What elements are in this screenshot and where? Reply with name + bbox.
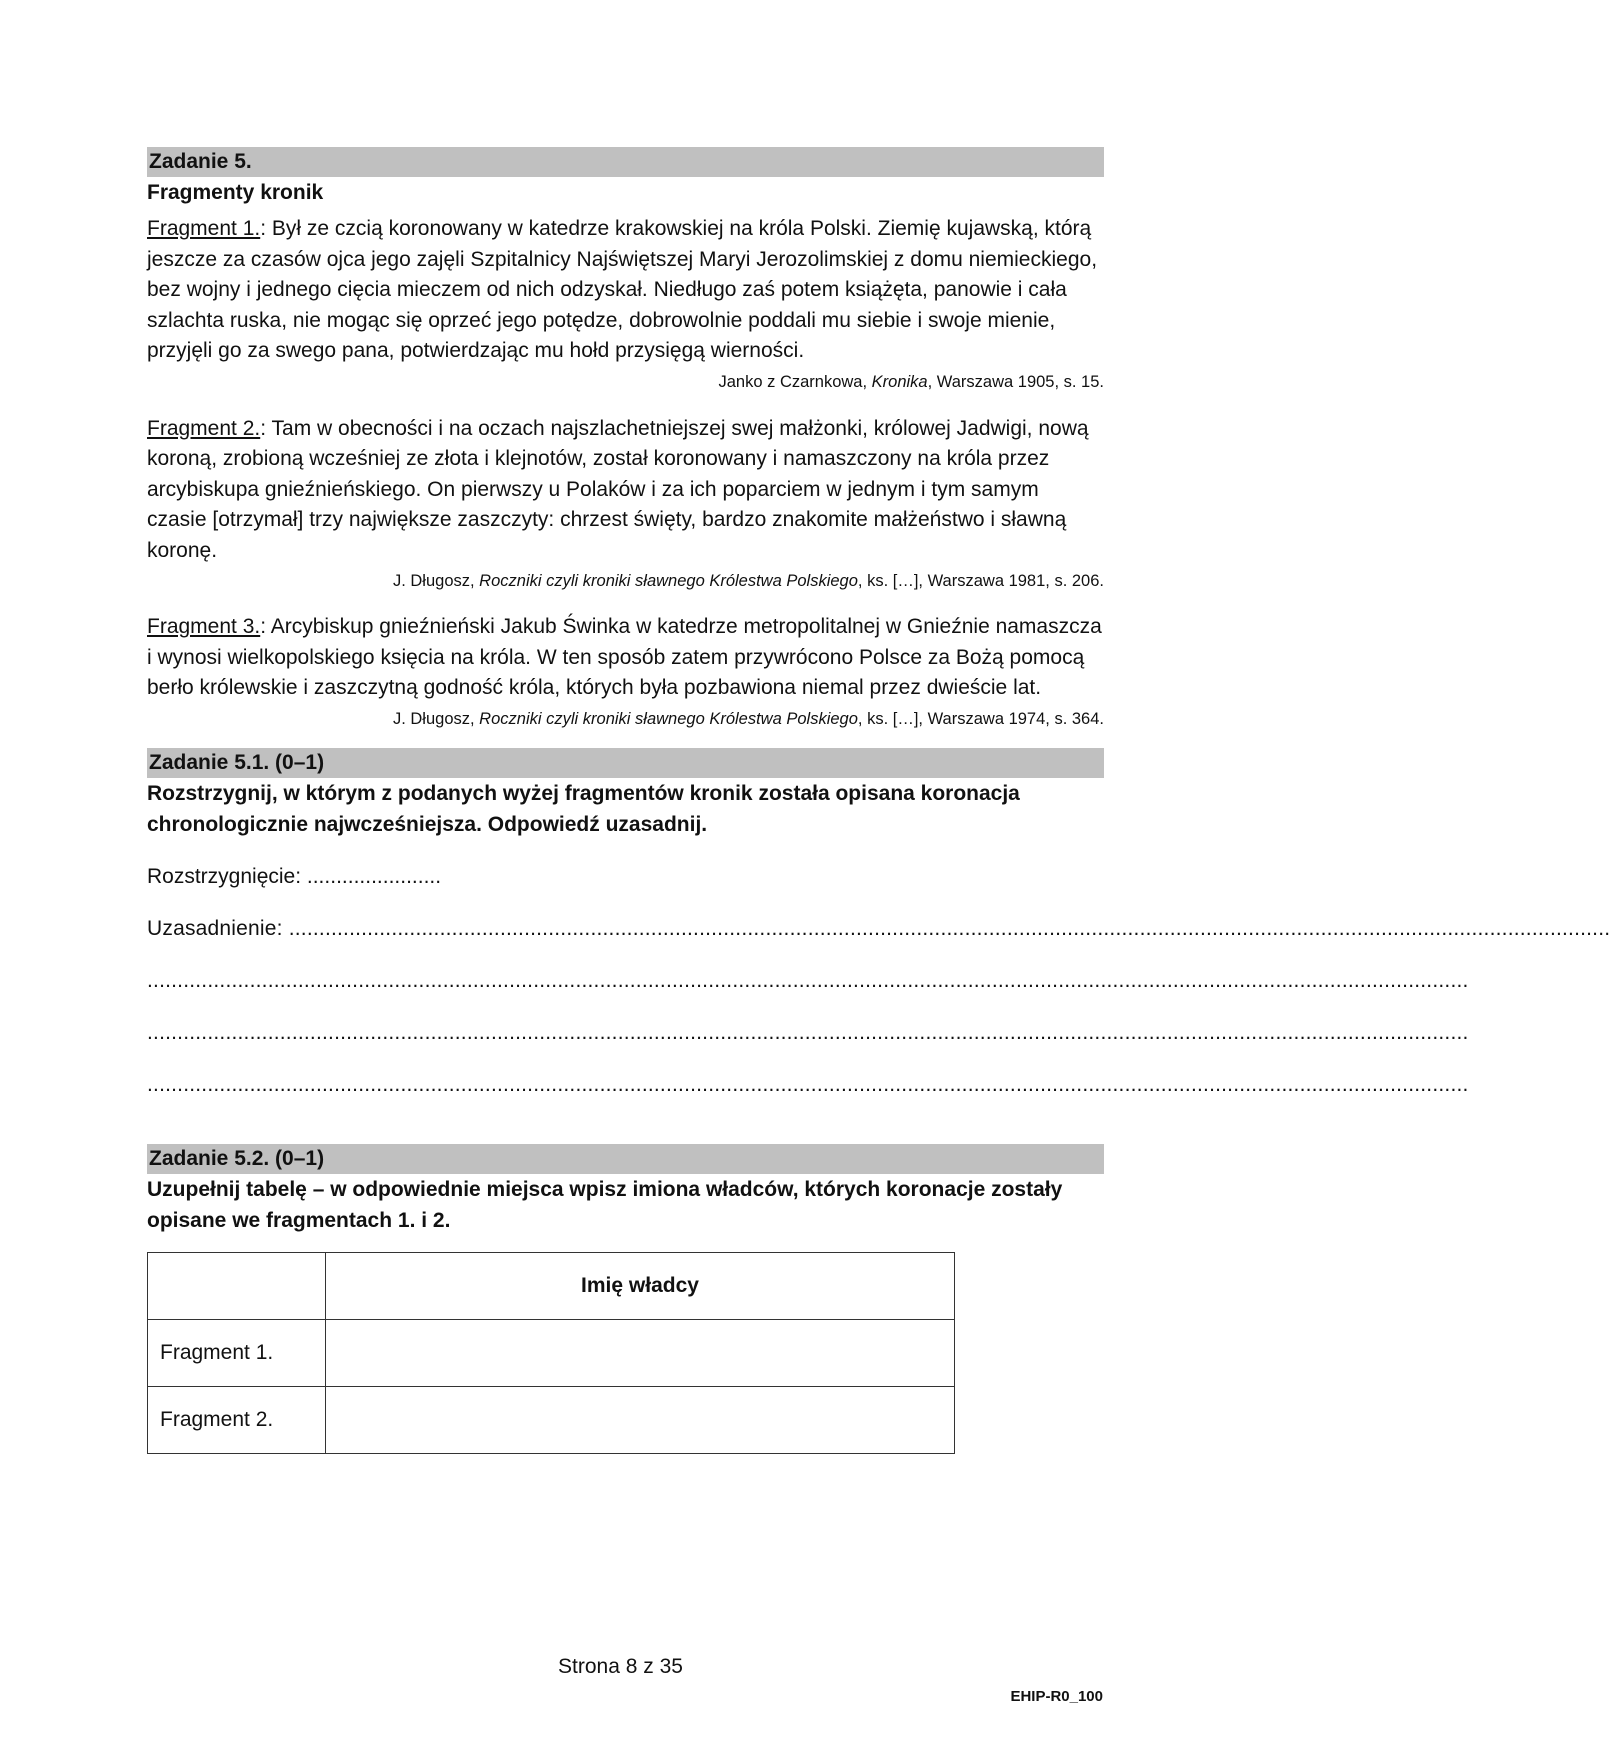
task-5-2-instruction: Uzupełnij tabelę – w odpowiednie miejsca wpisz imiona władców, których koronacje zostały opisane we fragmentach 1. i 2. [147,1177,1063,1232]
fragment-3 [147,612,1104,730]
decision-line[interactable]: Rozstrzygnięcie: ....................... [147,864,442,888]
task-title: Fragmenty kronik [147,181,324,204]
answer-cell-fragment-1[interactable] [326,1319,955,1386]
fragment-3-text: : Arcybiskup gnieźnieński Jakub Świnka w katedrze metropolitalnej w Gnieźnie namaszcza i wynosi wielkopolskiego księcia na króla. W ten sposób zatem przywrócono Polsce za Bożą pomocą berło królewskie i zaszczytną godność króla, których była pozbawiona niemal przez dwieście lat. [147,615,1102,699]
justification-line-1[interactable]: Uzasadnienie: ........................................................................................................................................................................................................................... [147,916,1610,940]
fragment-2 [147,414,1104,593]
rulers-table [147,1252,955,1454]
exam-code: EHIP-R0_100 [1010,1688,1103,1705]
task-header: Zadanie 5. [147,147,1104,177]
task-5-1-instruction: Rozstrzygnij, w którym z podanych wyżej fragmentów kronik została opisana koronacja chronologicznie najwcześniejsza. Odpowiedź uzasadnij. [147,781,1020,836]
fragment-1-label: Fragment 1. [147,217,261,240]
table-column-header: Imię władcy [326,1252,955,1319]
table-corner-cell [148,1252,326,1319]
fragment-3-source: J. Długosz, Roczniki czyli kroniki sławnego Królestwa Polskiego, ks. […], Warszawa 1974, s. 364. [392,709,1104,728]
fragment-2-text: : Tam w obecności i na oczach najszlachetniejszej swej małżonki, królowej Jadwigi, nową koroną, zrobioną wcześniej ze złota i klejnotów, został koronowany i namaszczony na króla przez arcybiskupa gnieźnieńskiego. On pierwszy u Polaków i za ich poparciem w jednym i tym samym czasie [otrzymał] trzy największe zaszczyty: chrzest święty, bardzo znakomite małżeństwo i sławną koronę. [147,416,1089,562]
table-row [148,1319,955,1386]
table-header-row [148,1252,955,1319]
task-5-1-header: Zadanie 5.1. (0–1) [147,748,1104,778]
table-row-label: Fragment 1. [148,1319,326,1386]
justification-line-3[interactable]: ........................................................................................................................................................................................................................... [147,1020,1469,1044]
page-number: Strona 8 z 35 [558,1655,683,1678]
justification-line-4[interactable]: ........................................................................................................................................................................................................................... [147,1072,1469,1096]
fragment-2-source: J. Długosz, Roczniki czyli kroniki sławnego Królestwa Polskiego, ks. […], Warszawa 1981, s. 206. [392,572,1104,590]
fragment-2-label: Fragment 2. [147,416,261,440]
exam-page [147,147,1610,1454]
fragment-3-label: Fragment 3. [147,615,261,638]
fragment-1-text: : Był ze czcią koronowany w katedrze krakowskiej na króla Polski. Ziemię kujawską, którą jeszcze za czasów ojca jego zajęli Szpitalnicy Najświętszej Maryi Jerozolimskiej z domu niemieckiego, bez wojny i jednego cięcia mieczem od nich odzyskał. Niedługo zaś potem książęta, panowie i cała szlachta ruska, nie mogąc się oprzeć jego potędze, dobrowolnie poddali mu siebie i swoje mienie, przyjęli go za swego pana, potwierdzając mu hołd przysięgą wierności. [147,217,1098,362]
fragment-1-source: Janko z Czarnkowa, Kronika, Warszawa 1905, s. 15. [718,372,1104,391]
answer-cell-fragment-2[interactable] [326,1386,955,1453]
table-row-label: Fragment 2. [148,1386,326,1453]
table-row [148,1386,955,1453]
task-5-2-header: Zadanie 5.2. (0–1) [147,1144,1104,1174]
justification-line-2[interactable]: ........................................................................................................................................................................................................................... [147,968,1469,992]
fragment-1 [147,214,1104,393]
